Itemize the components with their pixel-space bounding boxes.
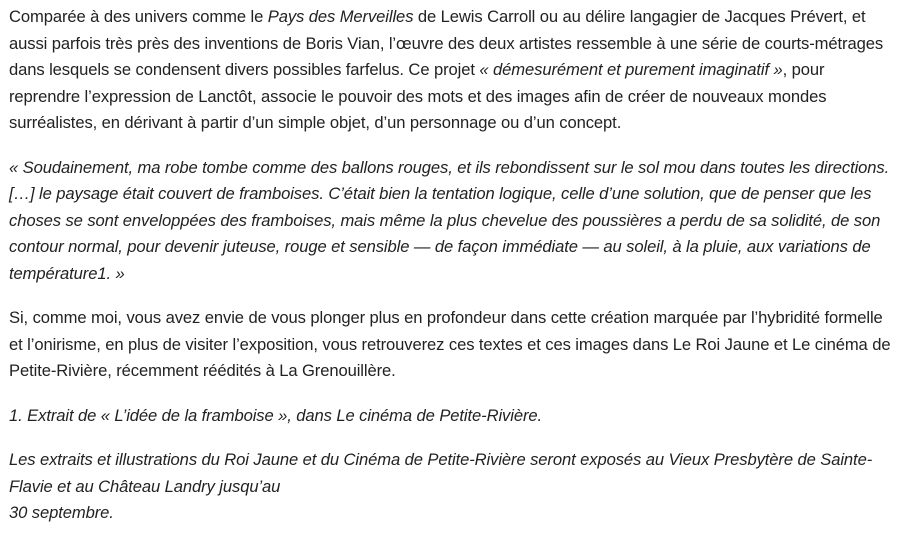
article-body [9,4,895,545]
intro-text-3: , pour reprendre l’expression de Lanctôt, associe le pouvoir des mots et des images afin de créer de nouveaux mondes surréalistes, en dérivant à partir d’un simple objet, d’un personnage ou d’un concept. [9,60,827,132]
intro-text-1: Comparée à des univers comme le [9,7,268,26]
quoted-expression: « démesurément et purement imaginatif » [479,60,783,79]
intro-text-2: de Lewis Carroll ou au délire langagier de Jacques Prévert, et aussi parfois très près des inventions de Boris Vian, l’œuvre des deux artistes ressemble à une série de courts-métrages dans lesquels se condensent divers possibles farfelus. Ce projet [9,7,884,79]
paragraph-invitation: Si, comme moi, vous avez envie de vous plonger plus en profondeur dans cette création marquée par l’hybridité formelle et l’onirisme, en plus de visiter l’exposition, vous retrouverez ces textes et ces images dans Le Roi Jaune et Le cinéma de Petite-Rivière, récemment réédités à La Grenouillère. [9,308,891,380]
exhibition-note-text: Les extraits et illustrations du Roi Jaune et du Cinéma de Petite-Rivière seront exposés au Vieux Presbytère de Sainte-Flavie et au Château Landry jusqu’au [9,450,873,496]
block-quote: « Soudainement, ma robe tombe comme des ballons rouges, et ils rebondissent sur le sol mou dans toutes les directions. […] le paysage était couvert de framboises. C’était bien la tentation logique, celle d’une solution, que de penser que les choses se sont enveloppées des framboises, mais même la plus chevelue des poussières a perdu de sa solidité, de son contour normal, pour devenir juteuse, rouge et sensible — de façon immédiate — au soleil, à la pluie, aux variations de température1. » [9,157,890,283]
paragraph-intro [9,4,895,137]
exhibition-note [9,447,895,527]
footnote: 1. Extrait de « L’idée de la framboise », dans Le cinéma de Petite-Rivière. [9,405,543,425]
exhibition-end-date: 30 septembre. [9,503,114,522]
work-title-pays-des-merveilles: Pays des Merveilles [267,7,414,26]
